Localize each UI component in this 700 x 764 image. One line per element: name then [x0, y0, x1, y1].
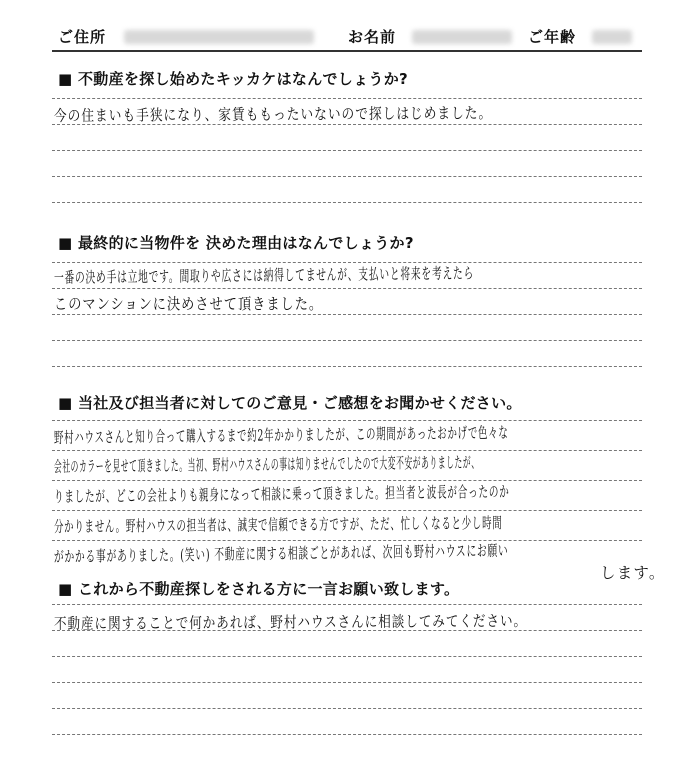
age-label: ご年齢 — [528, 28, 577, 46]
ruled-line — [52, 682, 642, 683]
ruled-line — [52, 450, 642, 451]
question-3: ■ 当社及び担当者に対してのご意見・ご感想をお聞かせください。 — [58, 394, 522, 412]
ruled-line — [52, 340, 642, 341]
question-1: ■ 不動産を探し始めたキッカケはなんでしょうか? — [58, 70, 408, 88]
ruled-line — [52, 124, 642, 125]
ruled-line — [52, 656, 642, 657]
answer-3-line-5: がかかる事がありました。(笑い) 不動産に関する相談ごとがあれば、次回も野村ハウスにお願い — [53, 541, 509, 567]
answer-2-line-2: このマンションに決めさせて頂きました。 — [54, 295, 324, 313]
name-redacted — [412, 30, 512, 44]
answer-2-line-1: 一番の決め手は立地です。間取りや広さには納得してませんが、支払いと将来を考えたら — [53, 264, 475, 288]
ruled-line — [52, 420, 642, 421]
question-2: ■ 最終的に当物件を 決めた理由はなんでしょうか? — [58, 234, 414, 252]
address-redacted — [124, 30, 314, 44]
ruled-line — [52, 630, 642, 631]
ruled-line — [52, 734, 642, 735]
header-row — [52, 26, 642, 52]
answer-3-line-1: 野村ハウスさんと知り合って購入するまで約2年かかりましたが、この期間があったおかげで色々な — [53, 423, 509, 448]
ruled-line — [52, 288, 642, 289]
question-4: ■ これから不動産探しをされる方に一言お願い致します。 — [58, 580, 460, 598]
ruled-line — [52, 262, 642, 263]
ruled-line — [52, 202, 642, 203]
ruled-line — [52, 98, 642, 99]
address-label: ご住所 — [58, 28, 107, 46]
answer-3-line-2: 会社のカラーを見せて頂きました。当初、野村ハウスさんの事は知りませんでしたので大変不安がありましたが、 — [53, 453, 480, 476]
ruled-line — [52, 150, 642, 151]
ruled-line — [52, 708, 642, 709]
ruled-line — [52, 176, 642, 177]
answer-1-line-1: 今の住まいも手狭になり、家賃ももったいないので探しはじめました。 — [53, 104, 493, 126]
answer-3-line-6: します。 — [600, 564, 666, 582]
ruled-line — [52, 366, 642, 367]
answer-3-line-3: りましたが、どこの会社よりも親身になって相談に乗って頂きました。担当者と波長が合ったのか — [53, 482, 510, 507]
ruled-line — [52, 604, 642, 605]
ruled-line — [52, 314, 642, 315]
answer-3-line-4: 分かりません。野村ハウスの担当者は、誠実で信頼できる方ですが、ただ、忙しくなると少し時間 — [53, 514, 503, 536]
name-label: お名前 — [348, 28, 397, 46]
age-redacted — [592, 30, 632, 44]
answer-4-line-1: 不動産に関することで何かあれば、野村ハウスさんに相談してみてください。 — [53, 611, 528, 633]
ruled-line — [52, 510, 642, 511]
